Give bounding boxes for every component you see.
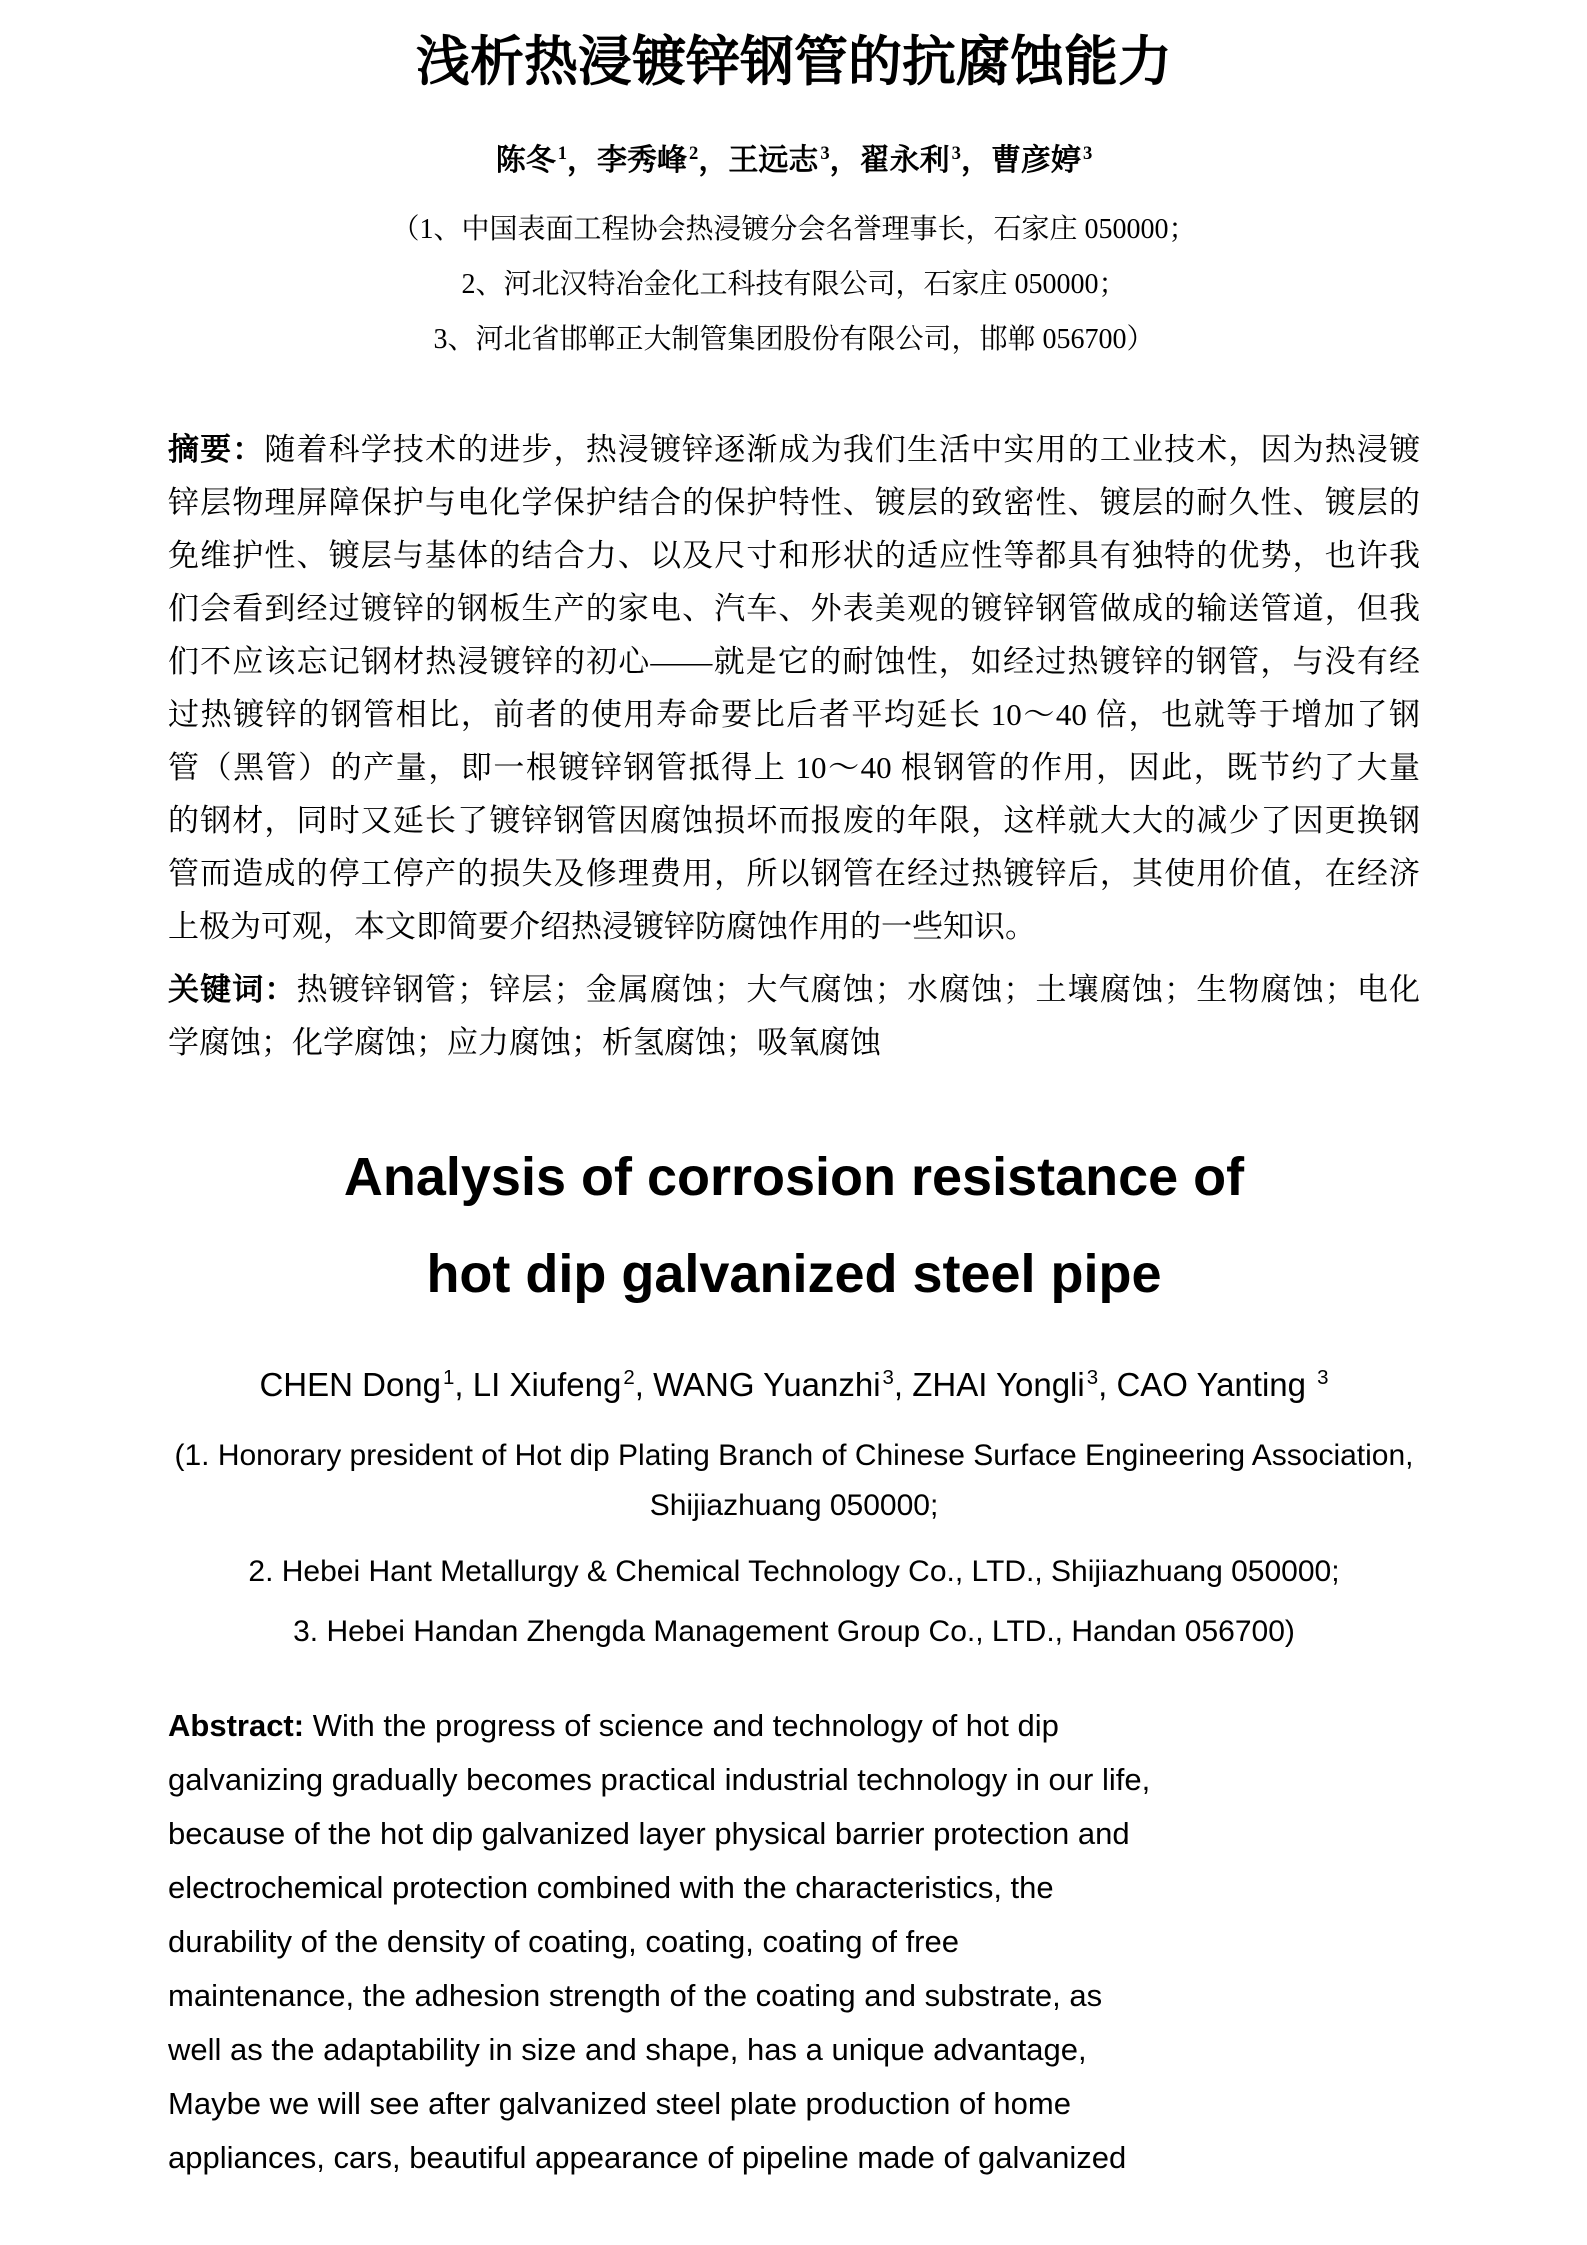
cn-affiliation-line: （1、中国表面工程协会热浸镀分会名誉理事长，石家庄 050000； bbox=[391, 214, 1197, 245]
cn-author-name: 曹彦婷 bbox=[990, 144, 1081, 177]
cn-keywords-text: 热镀锌钢管；锌层；金属腐蚀；大气腐蚀；水腐蚀；土壤腐蚀；生物腐蚀；电化 bbox=[296, 972, 1420, 1007]
cn-affiliation-line: 3、河北省邯郸正大制管集团股份有限公司，邯郸 056700） bbox=[433, 324, 1155, 355]
en-abstract bbox=[168, 1699, 1420, 2185]
en-abstract-first-line bbox=[168, 1699, 1420, 1753]
en-abstract-line: galvanizing gradually becomes practical industrial technology in our life, bbox=[168, 1762, 1151, 1797]
cn-abstract bbox=[168, 423, 1420, 953]
cn-abstract-line: 上极为可观，本文即简要介绍热浸镀锌防腐蚀作用的一些知识。 bbox=[168, 909, 1036, 944]
author-separator: ， bbox=[567, 144, 598, 177]
en-abstract-line: durability of the density of coating, coating, coating of free bbox=[168, 1924, 959, 1959]
cn-abstract-line: 管（黑管）的产量，即一根镀锌钢管抵得上 10～40 根钢管的作用，因此，既节约了大量 bbox=[168, 750, 1420, 785]
cn-keywords-second-line: 学腐蚀；化学腐蚀；应力腐蚀；析氢腐蚀；吸氧腐蚀 bbox=[168, 1025, 881, 1060]
en-abstract-lines bbox=[168, 1753, 1420, 2185]
cn-author bbox=[991, 144, 1092, 177]
author-separator: , bbox=[454, 1366, 473, 1403]
en-title-line-2: hot dip galvanized steel pipe bbox=[426, 1244, 1162, 1304]
author-superscript: 2 bbox=[623, 1366, 635, 1389]
cn-author bbox=[597, 144, 728, 177]
en-abstract-line: electrochemical protection combined with the characteristics, the bbox=[168, 1870, 1054, 1905]
author-superscript: 1 bbox=[443, 1366, 455, 1389]
cn-keywords-label: 关键词： bbox=[168, 972, 297, 1007]
cn-author-name: 翟永利 bbox=[859, 144, 950, 177]
cn-author bbox=[728, 144, 859, 177]
author-superscript: 3 bbox=[951, 143, 961, 164]
en-affiliation-3: 3. Hebei Handan Zhengda Management Group Co., LTD., Handan 056700) bbox=[293, 1615, 1295, 1648]
cn-abstract-line: 过热镀锌的钢管相比，前者的使用寿命要比后者平均延长 10～40 倍，也就等于增加了钢 bbox=[168, 697, 1420, 732]
en-author-name: WANG Yuanzhi bbox=[653, 1366, 881, 1403]
en-author bbox=[653, 1366, 912, 1403]
cn-author-name: 王远志 bbox=[728, 144, 819, 177]
cn-abstract-text: 随着科学技术的进步，热浸镀锌逐渐成为我们生活中实用的工业技术，因为热浸镀 bbox=[264, 432, 1420, 467]
author-superscript: 3 bbox=[1086, 1366, 1099, 1389]
author-separator: ， bbox=[829, 144, 860, 177]
cn-abstract-line: 的钢材，同时又延长了镀锌钢管因腐蚀损坏而报废的年限，这样就大大的减少了因更换钢 bbox=[168, 803, 1420, 838]
en-title bbox=[168, 1129, 1420, 1323]
cn-keywords-first-line bbox=[168, 963, 1420, 1016]
author-superscript: 1 bbox=[557, 143, 568, 164]
author-separator: , bbox=[1098, 1366, 1117, 1403]
author-separator: , bbox=[893, 1366, 913, 1403]
en-author-name: ZHAI Yongli bbox=[912, 1366, 1085, 1403]
cn-author-name: 陈冬 bbox=[495, 144, 556, 177]
en-author bbox=[259, 1366, 472, 1403]
cn-abstract-line: 管而造成的停工停产的损失及修理费用，所以钢管在经过热镀锌后，其使用价值，在经济 bbox=[168, 856, 1420, 891]
cn-abstract-line: 免维护性、镀层与基体的结合力、以及尺寸和形状的适应性等都具有独特的优势，也许我 bbox=[168, 538, 1420, 573]
en-author-name: LI Xiufeng bbox=[472, 1366, 622, 1403]
en-authors bbox=[168, 1363, 1420, 1407]
author-separator: ， bbox=[960, 144, 991, 177]
en-author bbox=[912, 1366, 1116, 1403]
author-superscript: 3 bbox=[1082, 143, 1093, 164]
author-superscript: 2 bbox=[689, 143, 699, 164]
en-author bbox=[473, 1366, 653, 1403]
cn-authors bbox=[168, 140, 1420, 182]
author-separator: ， bbox=[698, 144, 729, 177]
en-affiliation-2: 2. Hebei Hant Metallurgy & Chemical Technology Co., LTD., Shijiazhuang 050000; bbox=[248, 1555, 1340, 1588]
author-superscript: 3 bbox=[1317, 1366, 1329, 1389]
en-abstract-line: maintenance, the adhesion strength of the coating and substrate, as bbox=[168, 1978, 1103, 2013]
author-separator: , bbox=[634, 1366, 654, 1403]
cn-author-name: 李秀峰 bbox=[597, 144, 688, 177]
cn-abstract-label: 摘要： bbox=[168, 432, 265, 467]
en-abstract-line: well as the adaptability in size and shape, has a unique advantage, bbox=[168, 2032, 1087, 2067]
cn-abstract-line: 锌层物理屏障保护与电化学保护结合的保护特性、镀层的致密性、镀层的耐久性、镀层的 bbox=[168, 485, 1420, 520]
cn-author bbox=[860, 144, 991, 177]
en-author bbox=[1116, 1366, 1328, 1403]
en-affiliation-1: (1. Honorary president of Hot dip Plating Branch of Chinese Surface Engineering Association, Shijiazhuang 050000; bbox=[174, 1439, 1414, 1522]
en-abstract-label: Abstract: bbox=[168, 1708, 305, 1743]
cn-author bbox=[496, 144, 597, 177]
en-author-name: CHEN Dong bbox=[259, 1366, 442, 1403]
cn-title: 浅析热浸镀锌钢管的抗腐蚀能力 bbox=[416, 32, 1172, 92]
author-superscript: 3 bbox=[820, 143, 830, 164]
en-abstract-line: because of the hot dip galvanized layer physical barrier protection and bbox=[168, 1816, 1130, 1851]
cn-abstract-first-line bbox=[168, 423, 1420, 476]
cn-abstract-line: 们不应该忘记钢材热浸镀锌的初心——就是它的耐蚀性，如经过热镀锌的钢管，与没有经 bbox=[168, 644, 1420, 679]
en-author-name: CAO Yanting bbox=[1116, 1366, 1316, 1403]
cn-abstract-line: 们会看到经过镀锌的钢板生产的家电、汽车、外表美观的镀锌钢管做成的输送管道，但我 bbox=[168, 591, 1420, 626]
en-abstract-line: Maybe we will see after galvanized steel plate production of home bbox=[168, 2086, 1071, 2121]
en-abstract-line: appliances, cars, beautiful appearance of pipeline made of galvanized bbox=[168, 2140, 1127, 2175]
cn-affiliations bbox=[168, 202, 1420, 367]
en-title-line-1: Analysis of corrosion resistance of bbox=[343, 1147, 1245, 1207]
author-superscript: 3 bbox=[882, 1366, 894, 1389]
cn-keywords bbox=[168, 963, 1420, 1069]
en-abstract-text: With the progress of science and technology of hot dip bbox=[312, 1708, 1059, 1743]
cn-abstract-lines bbox=[168, 476, 1420, 953]
cn-affiliation-line: 2、河北汉特冶金化工科技有限公司，石家庄 050000； bbox=[461, 269, 1127, 300]
